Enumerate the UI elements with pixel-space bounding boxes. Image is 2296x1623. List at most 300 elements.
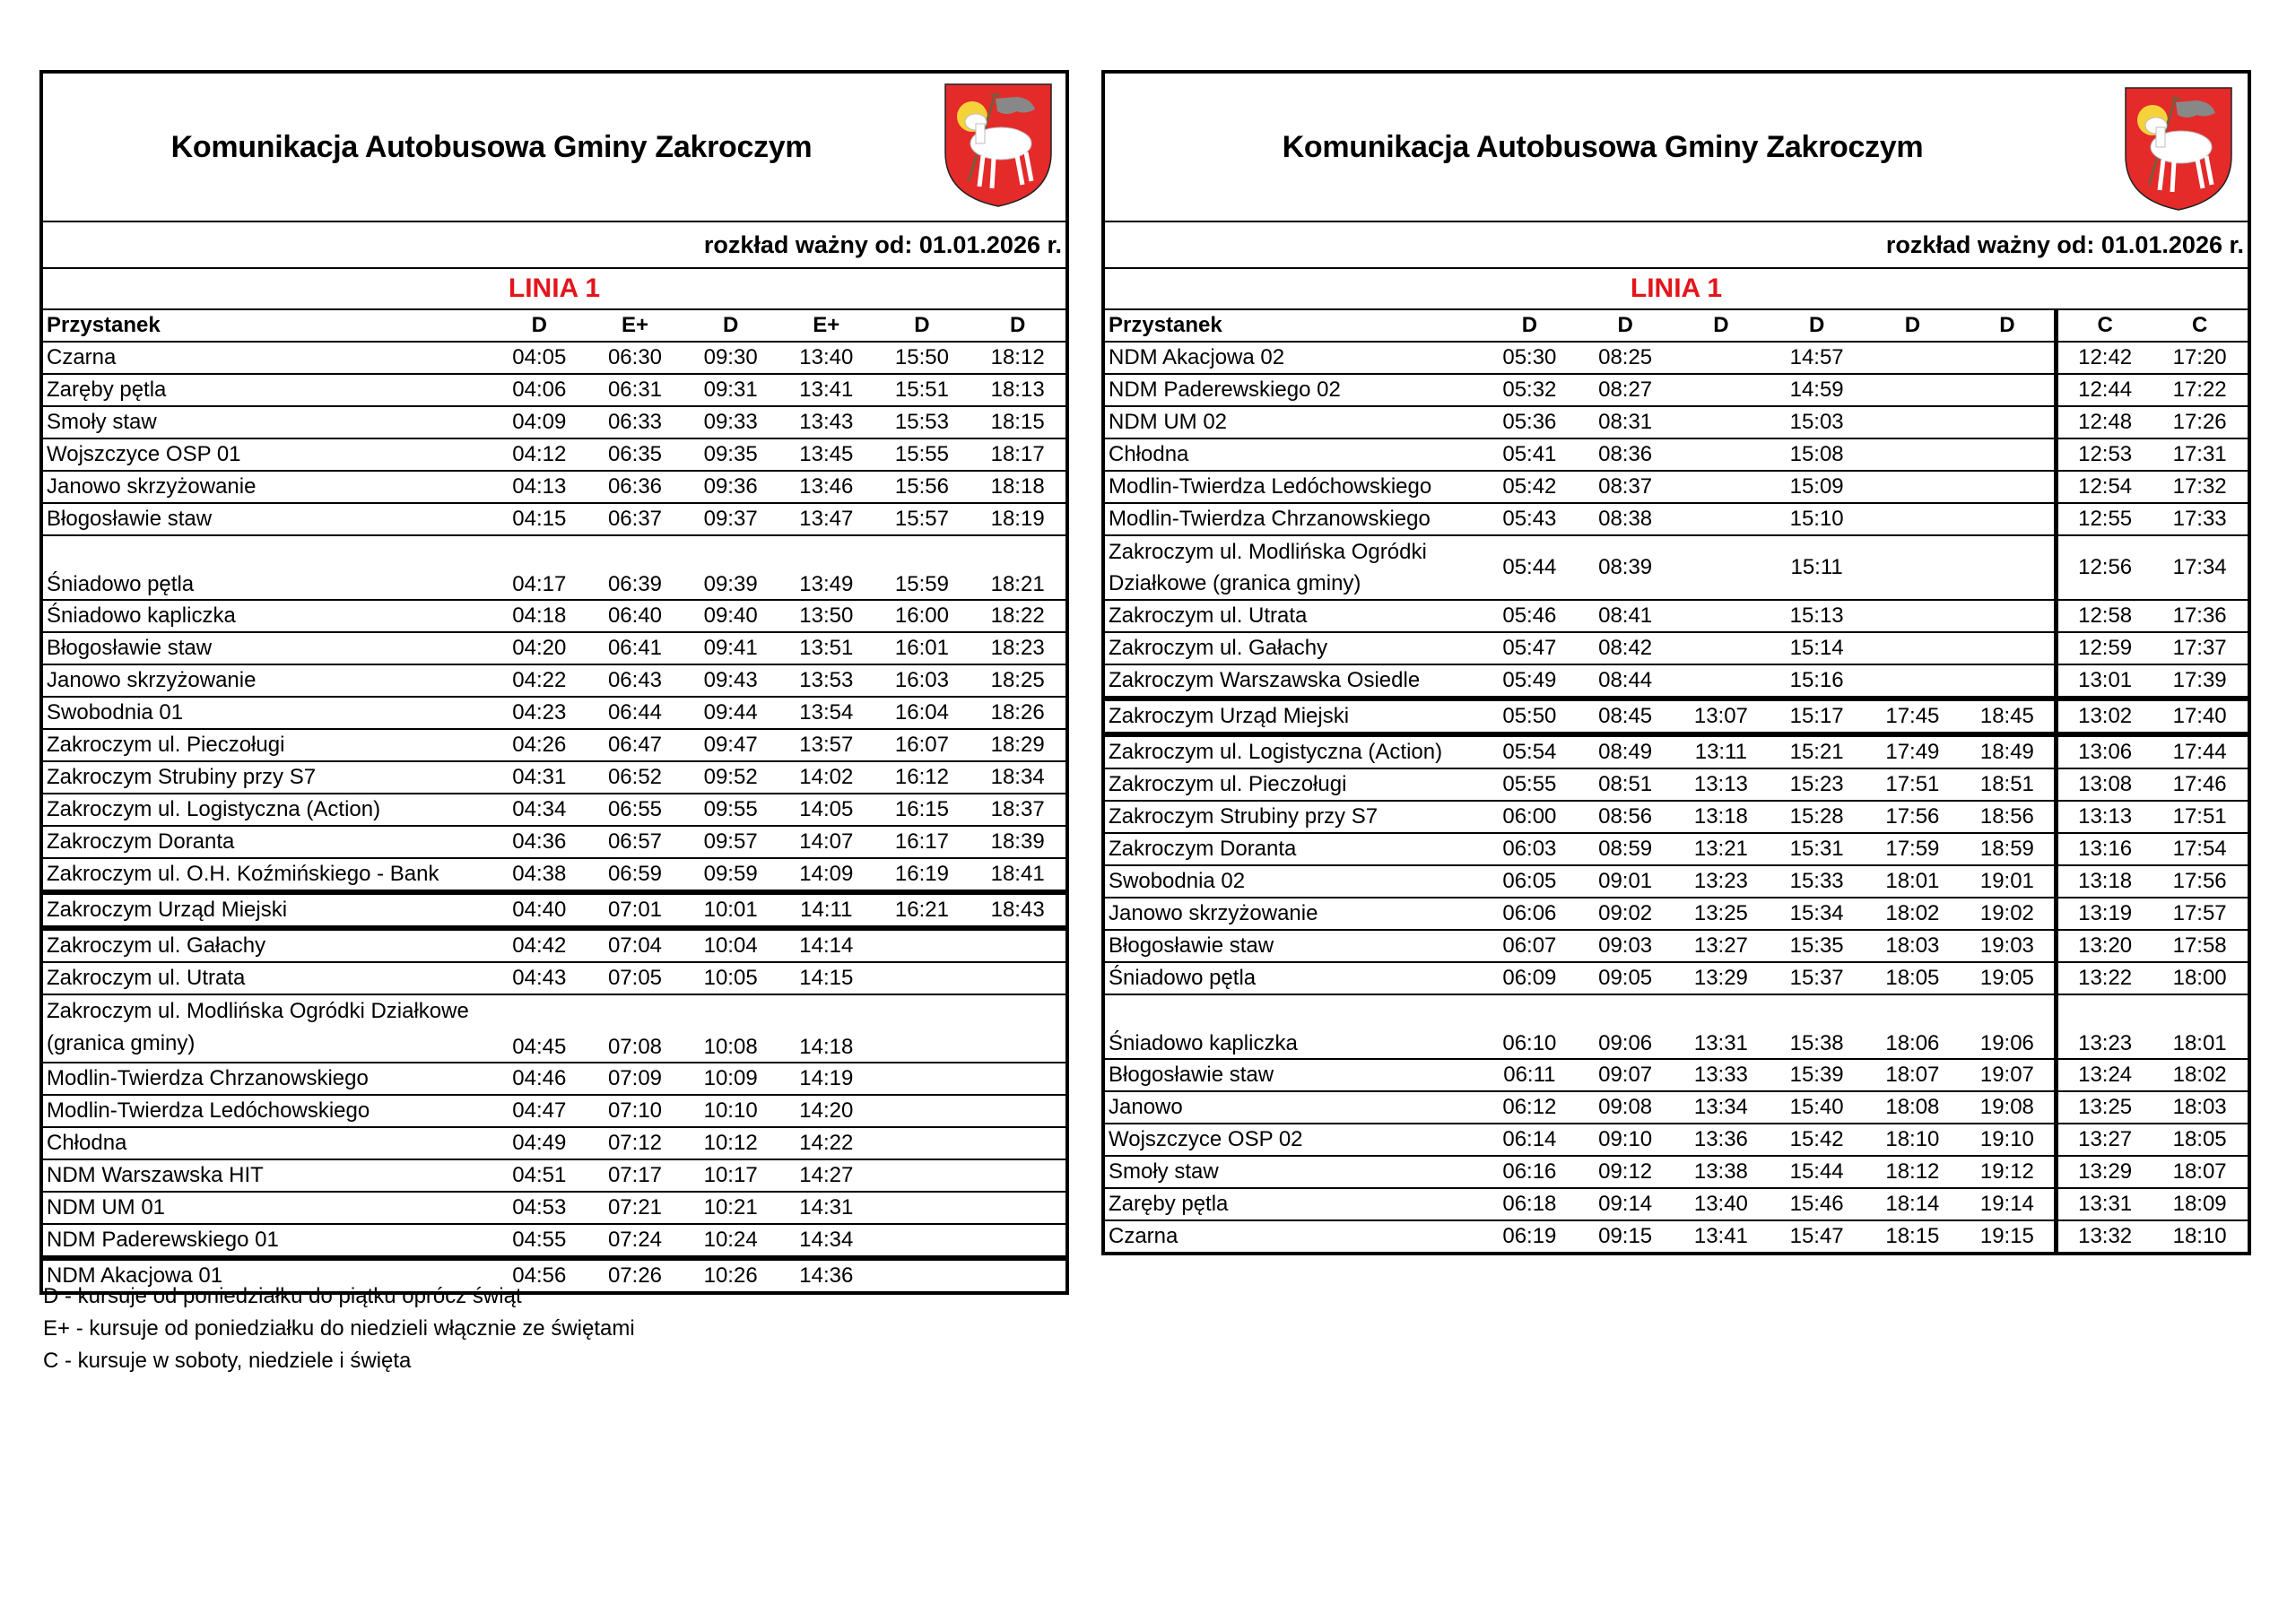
departure-time: 13:21	[1674, 833, 1770, 865]
departure-time: 08:39	[1578, 535, 1674, 600]
departure-time: 18:51	[1961, 768, 2057, 801]
stop-name: Modlin-Twierdza Chrzanowskiego	[1105, 503, 1482, 535]
departure-time	[1865, 535, 1961, 600]
table-row	[1105, 406, 2248, 438]
departure-time: 15:10	[1769, 503, 1865, 535]
departure-time: 17:44	[2152, 734, 2248, 768]
departure-time: 05:55	[1482, 768, 1578, 801]
departure-time: 17:31	[2152, 438, 2248, 471]
departure-time: 13:54	[778, 697, 874, 729]
departure-time: 12:44	[2057, 374, 2152, 406]
departure-time: 15:39	[1769, 1059, 1865, 1091]
departure-time	[1674, 406, 1770, 438]
departure-time	[1674, 374, 1770, 406]
table-row	[43, 632, 1065, 664]
departure-time: 05:54	[1482, 734, 1578, 768]
departure-time: 06:03	[1482, 833, 1578, 865]
departure-time: 17:57	[2152, 898, 2248, 930]
departure-time: 09:31	[683, 374, 778, 406]
departure-time: 14:19	[778, 1063, 874, 1095]
departure-time: 19:03	[1961, 930, 2057, 962]
departure-time	[1865, 406, 1961, 438]
departure-time: 18:06	[1865, 994, 1961, 1059]
departure-time: 10:09	[683, 1063, 778, 1095]
stop-name: Zakroczym Warszawska Osiedle	[1105, 664, 1482, 699]
stop-name: Zakroczym ul. Gałachy	[43, 928, 491, 962]
departure-time: 13:06	[2057, 734, 2152, 768]
departure-time: 06:41	[587, 632, 683, 664]
departure-time	[874, 1258, 970, 1291]
departure-time: 14:34	[778, 1224, 874, 1258]
departure-time: 17:58	[2152, 930, 2248, 962]
departure-time: 13:36	[1674, 1124, 1770, 1156]
departure-time: 18:10	[2172, 1224, 2227, 1248]
departure-time: 12:48	[2057, 406, 2152, 438]
table-row	[43, 503, 1065, 535]
table-row	[1105, 632, 2248, 664]
stop-name: Błogosławie staw	[43, 503, 491, 535]
departure-time: 13:32	[2057, 1220, 2152, 1252]
stop-name: NDM Akacjowa 01	[47, 1263, 223, 1288]
stop-name: Czarna	[43, 342, 491, 374]
departure-time: 05:32	[1482, 374, 1578, 406]
departure-time: 07:09	[587, 1063, 683, 1095]
column-header: E+	[778, 310, 874, 342]
stop-name: Swobodnia 01	[43, 697, 491, 729]
table-row	[43, 342, 1065, 374]
stop-name: Zakroczym ul. Utrata	[43, 962, 491, 994]
column-header: D	[970, 310, 1065, 342]
table-row	[43, 928, 1065, 962]
table-row	[1105, 438, 2248, 471]
stop-name: Śniadowo kapliczka	[1105, 994, 1482, 1059]
departure-time	[1674, 632, 1770, 664]
departure-time: 09:02	[1578, 898, 1674, 930]
departure-time	[874, 1127, 970, 1159]
departure-time: 14:11	[778, 892, 874, 928]
departure-time: 13:31	[1674, 994, 1770, 1059]
departure-time: 17:46	[2152, 768, 2248, 801]
departure-time	[874, 928, 970, 962]
departure-time: 04:31	[491, 761, 587, 794]
departure-time: 09:14	[1578, 1188, 1674, 1220]
departure-time	[874, 1192, 970, 1224]
departure-time: 15:53	[874, 406, 970, 438]
departure-time: 09:41	[683, 632, 778, 664]
departure-time: 12:53	[2057, 438, 2152, 471]
departure-time: 17:20	[2152, 342, 2248, 374]
table-row	[1105, 503, 2248, 535]
departure-time: 15:11	[1769, 535, 1865, 600]
departure-time: 06:05	[1482, 865, 1578, 898]
departure-time: 14:27	[778, 1159, 874, 1192]
departure-time: 17:34	[2152, 535, 2248, 600]
departure-time	[1865, 342, 1961, 374]
departure-time: 06:36	[587, 471, 683, 503]
departure-time: 17:26	[2152, 406, 2248, 438]
departure-time: 18:01	[1865, 865, 1961, 898]
stop-name: Zakroczym ul. Gałachy	[1105, 632, 1482, 664]
departure-time: 09:08	[1578, 1091, 1674, 1124]
departure-time: 19:14	[1961, 1188, 2057, 1220]
departure-time: 15:08	[1769, 438, 1865, 471]
departure-time: 18:39	[970, 826, 1065, 858]
departure-time: 04:20	[491, 632, 587, 664]
stop-header: Przystanek	[43, 310, 491, 342]
departure-time: 06:35	[587, 438, 683, 471]
departure-time: 13:27	[1674, 930, 1770, 962]
departure-time: 13:34	[1674, 1091, 1770, 1124]
departure-time: 12:58	[2057, 600, 2152, 632]
departure-time: 05:44	[1482, 535, 1578, 600]
departure-time: 04:36	[491, 826, 587, 858]
stop-name: Zakroczym ul. Modlińska Ogródki Działkowe (granica gminy)	[1105, 535, 1482, 600]
departure-time: 05:47	[1482, 632, 1578, 664]
table-row	[1105, 664, 2248, 699]
departure-time: 13:22	[2057, 962, 2152, 994]
column-header: C	[2152, 310, 2248, 342]
departure-time: 17:49	[1865, 734, 1961, 768]
schedule-table	[1105, 310, 2248, 1252]
departure-time: 18:59	[1961, 833, 2057, 865]
departure-time: 14:07	[778, 826, 874, 858]
departure-time	[1961, 664, 2057, 699]
departure-time: 16:15	[874, 794, 970, 826]
departure-time	[970, 1127, 1065, 1159]
departure-time: 16:00	[874, 600, 970, 632]
departure-time: 18:29	[970, 729, 1065, 761]
departure-time: 04:06	[491, 374, 587, 406]
coat-of-arms-icon	[2122, 84, 2235, 213]
departure-time: 08:44	[1578, 664, 1674, 699]
departure-time: 04:23	[491, 697, 587, 729]
stop-name: NDM UM 01	[43, 1192, 491, 1224]
departure-time: 09:15	[1598, 1224, 1653, 1248]
departure-time: 07:26	[607, 1263, 663, 1288]
departure-time: 09:47	[683, 729, 778, 761]
timetable-left	[39, 70, 1069, 1295]
stop-name: Zaręby pętla	[43, 374, 491, 406]
departure-time: 07:05	[587, 962, 683, 994]
table-row	[43, 892, 1065, 928]
departure-time: 13:53	[778, 664, 874, 697]
departure-time: 15:56	[874, 471, 970, 503]
departure-time: 15:37	[1769, 962, 1865, 994]
table-row	[43, 406, 1065, 438]
departure-time: 12:55	[2057, 503, 2152, 535]
valid-from: rozkład ważny od: 01.01.2026 r.	[1105, 222, 2248, 269]
departure-time: 13:57	[778, 729, 874, 761]
table-row	[1105, 535, 2248, 600]
departure-time: 17:51	[2152, 801, 2248, 833]
departure-time: 09:30	[683, 342, 778, 374]
table-row	[43, 1224, 1065, 1258]
departure-time: 06:59	[587, 858, 683, 892]
departure-time: 17:39	[2152, 664, 2248, 699]
table-row	[1105, 994, 2248, 1059]
departure-time: 18:49	[1961, 734, 2057, 768]
departure-time: 08:45	[1578, 699, 1674, 734]
departure-time: 06:33	[587, 406, 683, 438]
valid-from: rozkład ważny od: 01.01.2026 r.	[43, 222, 1065, 269]
departure-time: 08:56	[1578, 801, 1674, 833]
departure-time: 13:18	[2057, 865, 2152, 898]
departure-time: 17:37	[2152, 632, 2248, 664]
departure-time: 05:43	[1482, 503, 1578, 535]
departure-time: 13:41	[778, 374, 874, 406]
departure-time: 04:26	[491, 729, 587, 761]
departure-time: 15:33	[1769, 865, 1865, 898]
departure-time: 14:14	[778, 928, 874, 962]
departure-time: 13:01	[2057, 664, 2152, 699]
departure-time: 16:12	[874, 761, 970, 794]
departure-time: 17:22	[2152, 374, 2248, 406]
stop-name: Śniadowo kapliczka	[43, 600, 491, 632]
table-row	[43, 794, 1065, 826]
departure-time	[1865, 600, 1961, 632]
stop-name: Smoły staw	[43, 406, 491, 438]
departure-time: 09:01	[1578, 865, 1674, 898]
departure-time: 18:18	[970, 471, 1065, 503]
departure-time: 09:39	[683, 535, 778, 600]
departure-time	[874, 1224, 970, 1258]
departure-time: 16:21	[874, 892, 970, 928]
table-row	[43, 664, 1065, 697]
table-row	[1105, 865, 2248, 898]
table-row	[43, 535, 1065, 600]
departure-time: 07:04	[587, 928, 683, 962]
departure-time: 15:28	[1769, 801, 1865, 833]
departure-time: 15:03	[1769, 406, 1865, 438]
departure-time: 04:49	[491, 1127, 587, 1159]
departure-time: 05:36	[1482, 406, 1578, 438]
departure-time: 06:07	[1482, 930, 1578, 962]
departure-time: 07:10	[587, 1095, 683, 1127]
departure-time: 10:10	[683, 1095, 778, 1127]
coat-of-arms-icon	[942, 81, 1055, 210]
departure-time: 13:08	[2057, 768, 2152, 801]
departure-time: 16:03	[874, 664, 970, 697]
line-label: LINIA 1	[43, 269, 1065, 310]
stop-name: Janowo	[1105, 1091, 1482, 1124]
departure-time: 14:22	[778, 1127, 874, 1159]
departure-time	[1674, 535, 1770, 600]
table-row	[43, 729, 1065, 761]
departure-time	[1674, 438, 1770, 471]
departure-time: 15:42	[1769, 1124, 1865, 1156]
departure-time: 04:05	[491, 342, 587, 374]
departure-time: 04:40	[491, 892, 587, 928]
departure-time	[1961, 374, 2057, 406]
column-header: D	[1578, 310, 1674, 342]
departure-time: 18:34	[970, 761, 1065, 794]
column-header: D	[874, 310, 970, 342]
departure-time: 06:12	[1482, 1091, 1578, 1124]
departure-time: 15:55	[874, 438, 970, 471]
departure-time: 15:34	[1769, 898, 1865, 930]
departure-time: 08:41	[1578, 600, 1674, 632]
table-row	[43, 438, 1065, 471]
departure-time: 13:23	[2057, 994, 2152, 1059]
departure-time	[1674, 503, 1770, 535]
departure-time	[970, 1224, 1065, 1258]
departure-time: 15:44	[1769, 1156, 1865, 1188]
departure-time: 04:18	[491, 600, 587, 632]
departure-time: 06:31	[587, 374, 683, 406]
stop-name: Zakroczym ul. Logistyczna (Action)	[43, 794, 491, 826]
departure-time: 13:40	[1674, 1188, 1770, 1220]
departure-time: 04:22	[491, 664, 587, 697]
table-row	[43, 697, 1065, 729]
stop-name: Modlin-Twierdza Ledóchowskiego	[1105, 471, 1482, 503]
departure-time: 13:33	[1674, 1059, 1770, 1091]
departure-time: 04:45	[491, 994, 587, 1063]
departure-time: 18:22	[970, 600, 1065, 632]
departure-time: 15:57	[874, 503, 970, 535]
departure-time: 14:02	[778, 761, 874, 794]
stop-name: Swobodnia 02	[1105, 865, 1482, 898]
table-row	[43, 858, 1065, 892]
departure-time: 15:46	[1769, 1188, 1865, 1220]
departure-time: 04:13	[491, 471, 587, 503]
departure-time: 08:37	[1578, 471, 1674, 503]
departure-time: 18:10	[1865, 1124, 1961, 1156]
departure-time: 18:12	[970, 342, 1065, 374]
departure-time: 13:25	[2057, 1091, 2152, 1124]
stop-name: Zakroczym ul. Modlińska Ogródki Działkowe (granica gminy)	[43, 994, 491, 1063]
stop-name: Janowo skrzyżowanie	[43, 664, 491, 697]
departure-time	[970, 1258, 1065, 1291]
table-row	[43, 962, 1065, 994]
departure-time	[874, 994, 970, 1063]
stop-name: Zakroczym ul. O.H. Koźmińskiego - Bank	[43, 858, 491, 892]
departure-time: 06:14	[1482, 1124, 1578, 1156]
column-header: D	[1674, 310, 1770, 342]
departure-time: 19:07	[1961, 1059, 2057, 1091]
departure-time: 06:19	[1502, 1224, 1557, 1248]
departure-time	[1865, 438, 1961, 471]
departure-time: 17:56	[2152, 865, 2248, 898]
table-row	[1105, 801, 2248, 833]
departure-time	[1865, 471, 1961, 503]
departure-time: 09:59	[683, 858, 778, 892]
table-row	[1105, 699, 2248, 734]
departure-time: 06:37	[587, 503, 683, 535]
stop-name: Zakroczym Urząd Miejski	[43, 892, 491, 928]
departure-time	[1674, 471, 1770, 503]
departure-time: 13:11	[1674, 734, 1770, 768]
departure-time: 18:12	[1865, 1156, 1961, 1188]
departure-time: 13:40	[778, 342, 874, 374]
departure-time: 04:17	[491, 535, 587, 600]
departure-time: 10:26	[703, 1263, 758, 1288]
departure-time: 09:07	[1578, 1059, 1674, 1091]
departure-time: 13:29	[2057, 1156, 2152, 1188]
departure-time: 06:00	[1482, 801, 1578, 833]
departure-time: 09:43	[683, 664, 778, 697]
stop-name: Janowo skrzyżowanie	[43, 471, 491, 503]
stop-name: Zaręby pętla	[1105, 1188, 1482, 1220]
departure-time: 04:43	[491, 962, 587, 994]
departure-time: 18:03	[2152, 1091, 2248, 1124]
table-row	[43, 761, 1065, 794]
departure-time: 18:14	[1865, 1188, 1961, 1220]
departure-time: 10:21	[683, 1192, 778, 1224]
stop-name: Zakroczym ul. Logistyczna (Action)	[1105, 734, 1482, 768]
departure-time: 15:23	[1769, 768, 1865, 801]
stop-name: Smoły staw	[1105, 1156, 1482, 1188]
departure-time	[1865, 503, 1961, 535]
departure-time: 15:16	[1769, 664, 1865, 699]
stop-name: NDM Warszawska HIT	[43, 1159, 491, 1192]
table-row	[1105, 1188, 2248, 1220]
departure-time: 05:42	[1482, 471, 1578, 503]
departure-time: 05:30	[1482, 342, 1578, 374]
departure-time: 15:51	[874, 374, 970, 406]
table-row	[1105, 1091, 2248, 1124]
departure-time: 13:45	[778, 438, 874, 471]
departure-time: 18:23	[970, 632, 1065, 664]
departure-time: 09:52	[683, 761, 778, 794]
departure-time: 17:32	[2152, 471, 2248, 503]
departure-time: 14:57	[1769, 342, 1865, 374]
departure-time: 13:16	[2057, 833, 2152, 865]
departure-time: 15:31	[1769, 833, 1865, 865]
table-row	[43, 1127, 1065, 1159]
stop-name: Chłodna	[1105, 438, 1482, 471]
departure-time	[1961, 406, 2057, 438]
departure-time: 12:54	[2057, 471, 2152, 503]
departure-time: 06:18	[1482, 1188, 1578, 1220]
departure-time: 13:02	[2057, 699, 2152, 734]
departure-time: 15:38	[1769, 994, 1865, 1059]
departure-time: 09:44	[683, 697, 778, 729]
departure-time: 09:35	[683, 438, 778, 471]
departure-time	[1674, 342, 1770, 374]
departure-time: 06:44	[587, 697, 683, 729]
departure-time: 13:27	[2057, 1124, 2152, 1156]
table-row	[1105, 600, 2248, 632]
departure-time	[1865, 664, 1961, 699]
departure-time: 19:06	[1961, 994, 2057, 1059]
table-row	[43, 1095, 1065, 1127]
table-row	[43, 600, 1065, 632]
departure-time: 06:30	[587, 342, 683, 374]
departure-time: 18:08	[1865, 1091, 1961, 1124]
departure-time: 08:31	[1578, 406, 1674, 438]
table-row	[1105, 930, 2248, 962]
departure-time: 18:07	[1865, 1059, 1961, 1091]
departure-time: 06:40	[587, 600, 683, 632]
departure-time: 19:08	[1961, 1091, 2057, 1124]
departure-time: 10:12	[683, 1127, 778, 1159]
departure-time: 13:07	[1674, 699, 1770, 734]
departure-time: 07:17	[587, 1159, 683, 1192]
stop-name: Modlin-Twierdza Ledóchowskiego	[43, 1095, 491, 1127]
table-row	[43, 826, 1065, 858]
table-row	[1105, 734, 2248, 768]
departure-time: 15:40	[1769, 1091, 1865, 1124]
departure-time	[1961, 535, 2057, 600]
departure-time: 13:19	[2057, 898, 2152, 930]
departure-time	[970, 1063, 1065, 1095]
departure-time: 15:09	[1769, 471, 1865, 503]
departure-time: 08:27	[1578, 374, 1674, 406]
table-row	[1105, 342, 2248, 374]
departure-time: 10:17	[683, 1159, 778, 1192]
departure-time	[874, 1095, 970, 1127]
stop-header: Przystanek	[1105, 310, 1482, 342]
